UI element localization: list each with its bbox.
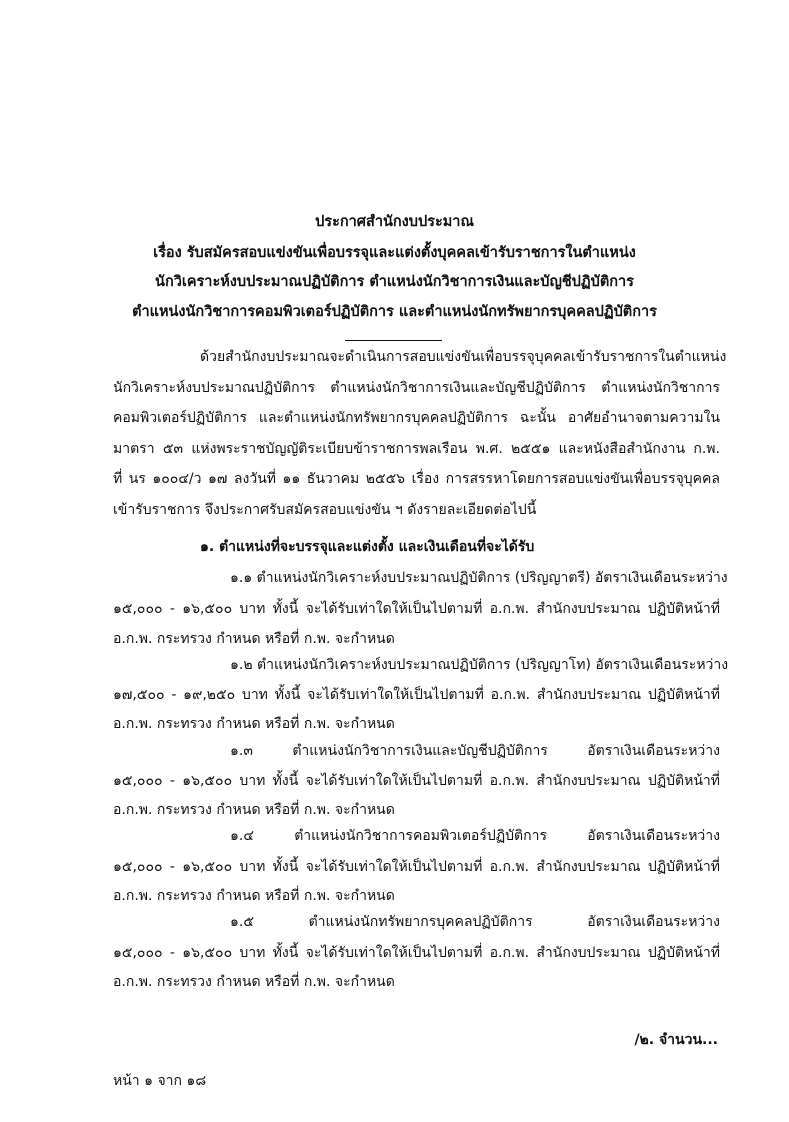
subject-line-1: เรื่อง รับสมัครสอบแข่งขันเพื่อบรรจุและแต่งตั้งบุคคลเข้ารับราชการในตำแหน่ง: [153, 245, 636, 261]
position-1-1-salary: ๑๕,๐๐๐ - ๑๖,๕๐๐ บาท ทั้งนี้ จะได้รับเท่าใดให้เป็นไปตามที่ อ.ก.พ. สำนักงบประมาณ ปฏิบัติหน้าที่: [113, 601, 720, 617]
intro-line-6: เข้ารับราชการ จึงประกาศรับสมัครสอบแข่งขัน ฯ ดังรายละเอียดต่อไปนี้: [113, 502, 537, 518]
subject-line-2: นักวิเคราะห์งบประมาณปฏิบัติการ ตำแหน่งนักวิชาการเงินและบัญชีปฏิบัติการ: [155, 274, 634, 290]
section-1-heading: ๑. ตำแหน่งที่จะบรรจุและแต่งตั้ง และเงินเดือนที่จะได้รับ: [200, 539, 535, 555]
position-1-5-note: อ.ก.พ. กระทรวง กำหนด หรือที่ ก.พ. จะกำหนด: [113, 974, 395, 990]
position-1-5-salary: ๑๕,๐๐๐ - ๑๖,๕๐๐ บาท ทั้งนี้ จะได้รับเท่าใดให้เป็นไปตามที่ อ.ก.พ. สำนักงบประมาณ ปฏิบัติหน้าที่: [113, 945, 720, 961]
position-1-2-title: ๑.๒ ตำแหน่งนักวิเคราะห์งบประมาณปฏิบัติการ (ปริญญาโท) อัตราเงินเดือนระหว่าง: [230, 657, 729, 673]
intro-line-5: ที่ นร ๑๐๐๔/ว ๑๗ ลงวันที่ ๑๑ ธันวาคม ๒๕๕๖ เรื่อง การสรรหาโดยการสอบแข่งขันเพื่อบรรจุบุคคล: [113, 471, 720, 487]
position-1-3-title: ๑.๓ ตำแหน่งนักวิชาการเงินและบัญชีปฏิบัติการ อัตราเงินเดือนระหว่าง: [230, 743, 720, 759]
page-number: หน้า ๑ จาก ๑๘: [113, 1073, 207, 1089]
intro-line-3: คอมพิวเตอร์ปฏิบัติการ และตำแหน่งนักทรัพยากรบุคคลปฏิบัติการ ฉะนั้น อาศัยอำนาจตามความใน: [113, 410, 720, 426]
title-divider: [345, 340, 442, 341]
position-1-4-title: ๑.๔ ตำแหน่งนักวิชาการคอมพิวเตอร์ปฏิบัติการ อัตราเงินเดือนระหว่าง: [230, 828, 720, 844]
position-1-5-title: ๑.๕ ตำแหน่งนักทรัพยากรบุคคลปฏิบัติการ อัตราเงินเดือนระหว่าง: [230, 914, 720, 930]
announcement-title: ประกาศสำนักงบประมาณ: [315, 214, 474, 230]
continuation-marker: /๒. จำนวน...: [634, 1032, 718, 1048]
intro-line-1: ด้วยสำนักงบประมาณจะดำเนินการสอบแข่งขันเพื่อบรรจุบุคคลเข้ารับราชการในตำแหน่ง: [200, 349, 727, 365]
intro-line-2: นักวิเคราะห์งบประมาณปฏิบัติการ ตำแหน่งนักวิชาการเงินและบัญชีปฏิบัติการ ตำแหน่งนักวิชาการ: [113, 380, 720, 396]
intro-line-4: มาตรา ๕๓ แห่งพระราชบัญญัติระเบียบข้าราชการพลเรือน พ.ศ. ๒๕๕๑ และหนังสือสำนักงาน ก.พ.: [113, 441, 720, 457]
position-1-1-title: ๑.๑ ตำแหน่งนักวิเคราะห์งบประมาณปฏิบัติการ (ปริญญาตรี) อัตราเงินเดือนระหว่าง: [230, 570, 728, 586]
position-1-2-salary: ๑๗,๕๐๐ - ๑๙,๒๕๐ บาท ทั้งนี้ จะได้รับเท่าใดให้เป็นไปตามที่ อ.ก.พ. สำนักงบประมาณ ปฏิบัติหน้าที่: [113, 687, 720, 703]
position-1-3-salary: ๑๕,๐๐๐ - ๑๖,๕๐๐ บาท ทั้งนี้ จะได้รับเท่าใดให้เป็นไปตามที่ อ.ก.พ. สำนักงบประมาณ ปฏิบัติหน้าที่: [113, 773, 720, 789]
position-1-1-note: อ.ก.พ. กระทรวง กำหนด หรือที่ ก.พ. จะกำหนด: [113, 631, 395, 647]
position-1-4-salary: ๑๕,๐๐๐ - ๑๖,๕๐๐ บาท ทั้งนี้ จะได้รับเท่าใดให้เป็นไปตามที่ อ.ก.พ. สำนักงบประมาณ ปฏิบัติหน้าที่: [113, 859, 720, 875]
subject-line-3: ตำแหน่งนักวิชาการคอมพิวเตอร์ปฏิบัติการ และตำแหน่งนักทรัพยากรบุคคลปฏิบัติการ: [132, 304, 657, 320]
position-1-4-note: อ.ก.พ. กระทรวง กำหนด หรือที่ ก.พ. จะกำหนด: [113, 888, 395, 904]
position-1-2-note: อ.ก.พ. กระทรวง กำหนด หรือที่ ก.พ. จะกำหนด: [113, 716, 395, 732]
position-1-3-note: อ.ก.พ. กระทรวง กำหนด หรือที่ ก.พ. จะกำหนด: [113, 802, 395, 818]
